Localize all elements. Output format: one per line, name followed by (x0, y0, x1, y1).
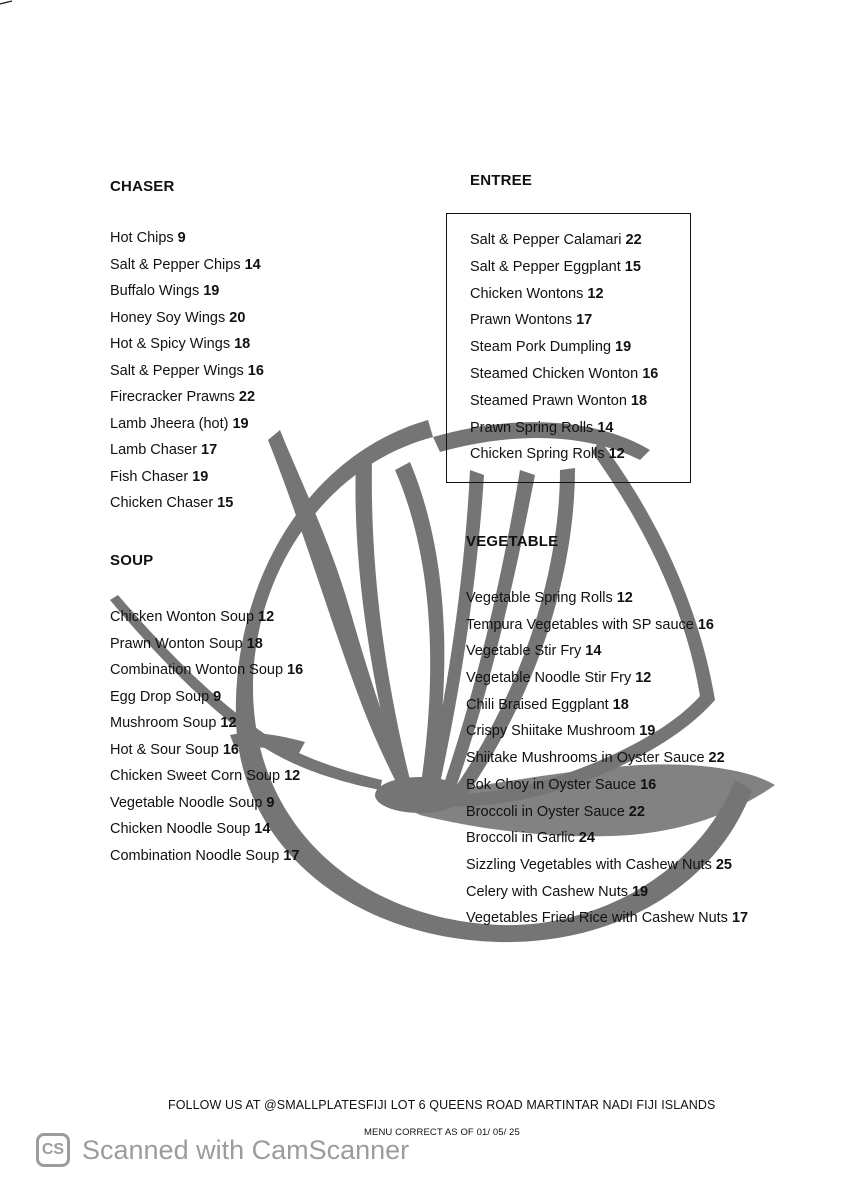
menu-item (470, 284, 658, 311)
item-name: Vegetable Noodle Stir Fry (466, 670, 632, 687)
item-price: 19 (615, 339, 632, 356)
item-price: 25 (715, 856, 732, 873)
item-price: 12 (635, 670, 652, 687)
menu-item (110, 281, 264, 308)
item-price: 20 (229, 309, 246, 326)
item-name: Vegetable Stir Fry (466, 643, 582, 660)
item-price: 19 (631, 883, 649, 900)
soup-title: SOUP (110, 552, 154, 569)
item-name: Vegetable Spring Rolls (466, 590, 613, 606)
menu-item (470, 418, 658, 445)
item-price: 14 (244, 256, 261, 273)
item-name: Salt & Pepper Chips (110, 256, 241, 273)
menu-item (466, 775, 748, 802)
menu-item (110, 414, 264, 441)
item-price: 14 (585, 643, 602, 660)
item-price: 12 (587, 285, 604, 302)
item-price: 15 (624, 258, 641, 275)
item-name: Chicken Sweet Corn Soup (110, 768, 281, 784)
item-price: 12 (616, 590, 633, 606)
item-price: 16 (222, 741, 239, 758)
item-price: 19 (639, 723, 656, 740)
item-price: 17 (731, 910, 749, 927)
footer-follow-text: FOLLOW US AT @SMALLPLATESFIJI LOT 6 QUEENS ROAD MARTINTAR NADI FIJI ISLANDS (168, 1098, 716, 1112)
item-price: 12 (220, 715, 237, 731)
item-name: Mushroom Soup (110, 715, 217, 731)
item-price: 16 (642, 365, 659, 382)
item-price: 17 (283, 847, 300, 864)
menu-item (470, 391, 658, 418)
menu-item (466, 588, 748, 615)
menu-item (110, 334, 264, 361)
item-name: Fish Chaser (110, 468, 189, 485)
item-price: 15 (217, 495, 234, 511)
item-price: 22 (625, 232, 642, 248)
item-price: 12 (608, 446, 625, 463)
item-name: Egg Drop Soup (110, 688, 210, 705)
menu-item (110, 361, 264, 388)
menu-item (466, 828, 748, 855)
item-name: Bok Choy in Oyster Sauce (466, 776, 637, 793)
item-name: Prawn Wonton Soup (110, 635, 243, 652)
item-name: Vegetable Noodle Soup (110, 794, 263, 811)
footer-date-note: MENU CORRECT AS OF 01/ 05/ 25 (364, 1127, 520, 1138)
menu-item (466, 802, 748, 829)
item-name: Hot & Sour Soup (110, 741, 219, 758)
item-name: Salt & Pepper Calamari (470, 232, 622, 248)
item-name: Prawn Spring Rolls (470, 419, 594, 436)
menu-item (466, 721, 748, 748)
item-price: 17 (576, 312, 593, 329)
item-price: 14 (254, 821, 271, 837)
item-name: Prawn Wontons (470, 312, 573, 329)
item-price: 19 (232, 415, 249, 432)
item-price: 12 (258, 609, 275, 625)
menu-item (110, 467, 264, 494)
vegetable-list (466, 588, 748, 935)
item-name: Lamb Chaser (110, 442, 198, 458)
item-name: Vegetables Fried Rice with Cashew Nuts (466, 910, 728, 927)
menu-item (110, 660, 303, 687)
vegetable-section (466, 533, 748, 935)
menu-item (110, 607, 303, 634)
chaser-section (110, 178, 264, 520)
menu-item (470, 364, 658, 391)
entree-box (446, 213, 691, 483)
item-name: Chicken Wonton Soup (110, 609, 255, 625)
item-name: Steamed Chicken Wonton (470, 365, 639, 382)
item-price: 19 (192, 468, 209, 485)
item-price: 16 (640, 776, 657, 793)
item-price: 24 (578, 830, 595, 847)
scan-corner-mark (0, 0, 14, 8)
item-name: Chicken Chaser (110, 495, 214, 511)
item-price: 18 (630, 392, 648, 409)
item-name: Firecracker Prawns (110, 389, 235, 405)
item-price: 22 (708, 750, 725, 767)
item-price: 9 (177, 230, 186, 246)
menu-item (466, 908, 748, 935)
item-name: Chicken Noodle Soup (110, 821, 251, 837)
chaser-list (110, 228, 264, 520)
menu-item (466, 855, 748, 882)
item-price: 18 (612, 696, 629, 713)
menu-item (470, 337, 658, 364)
camscanner-watermark (36, 1133, 409, 1167)
vegetable-title: VEGETABLE (466, 533, 559, 550)
item-name: Steam Pork Dumpling (470, 339, 612, 356)
item-price: 22 (628, 803, 645, 820)
item-name: Chicken Spring Rolls (470, 446, 605, 463)
item-name: Shiitake Mushrooms in Oyster Sauce (466, 750, 705, 767)
menu-item (110, 308, 264, 335)
item-price: 12 (284, 768, 301, 784)
menu-item (470, 310, 658, 337)
entree-title: ENTREE (470, 172, 533, 189)
item-price: 16 (697, 616, 714, 633)
item-price: 14 (597, 419, 614, 436)
menu-item (110, 255, 264, 282)
item-price: 17 (201, 442, 218, 458)
item-name: Hot & Spicy Wings (110, 336, 231, 352)
camscanner-logo-icon: CS (36, 1133, 70, 1167)
item-name: Combination Wonton Soup (110, 662, 284, 678)
menu-item (470, 230, 658, 257)
item-price: 18 (246, 635, 263, 652)
item-name: Hot Chips (110, 230, 174, 246)
item-price: 9 (213, 688, 222, 705)
menu-item (466, 695, 748, 722)
item-name: Salt & Pepper Eggplant (470, 258, 621, 275)
item-name: Broccoli in Garlic (466, 830, 575, 847)
entree-list (470, 230, 658, 471)
item-name: Steamed Prawn Wonton (470, 392, 627, 409)
item-name: Tempura Vegetables with SP sauce (466, 616, 694, 633)
menu-item (110, 766, 303, 793)
item-name: Crispy Shiitake Mushroom (466, 723, 636, 740)
camscanner-text: Scanned with CamScanner (82, 1134, 410, 1165)
item-name: Combination Noodle Soup (110, 847, 280, 864)
item-name: Celery with Cashew Nuts (466, 883, 628, 900)
item-name: Lamb Jheera (hot) (110, 415, 229, 432)
item-price: 16 (287, 662, 304, 678)
menu-item (110, 634, 303, 661)
soup-list (110, 607, 303, 872)
menu-item (466, 748, 748, 775)
item-name: Honey Soy Wings (110, 309, 226, 326)
menu-item (466, 615, 748, 642)
item-name: Chili Braised Eggplant (466, 696, 609, 713)
menu-item (470, 444, 658, 471)
menu-item (110, 846, 303, 873)
soup-section (110, 552, 303, 872)
menu-item (466, 668, 748, 695)
item-name: Chicken Wontons (470, 285, 584, 302)
item-price: 22 (238, 389, 256, 405)
menu-item (110, 740, 303, 767)
item-price: 16 (247, 362, 264, 379)
menu-item (110, 819, 303, 846)
menu-item (110, 228, 264, 255)
menu-item (110, 493, 264, 520)
menu-item (110, 713, 303, 740)
item-name: Buffalo Wings (110, 283, 200, 299)
item-price: 9 (266, 794, 275, 811)
chaser-title: CHASER (110, 178, 175, 195)
menu-item (466, 641, 748, 668)
menu-item (466, 882, 748, 909)
menu-item (470, 257, 658, 284)
item-name: Broccoli in Oyster Sauce (466, 803, 625, 820)
item-name: Sizzling Vegetables with Cashew Nuts (466, 856, 712, 873)
menu-item (110, 440, 264, 467)
item-name: Salt & Pepper Wings (110, 362, 244, 379)
item-price: 19 (203, 283, 220, 299)
menu-item (110, 687, 303, 714)
menu-item (110, 793, 303, 820)
item-price: 18 (234, 336, 251, 352)
menu-item (110, 387, 264, 414)
